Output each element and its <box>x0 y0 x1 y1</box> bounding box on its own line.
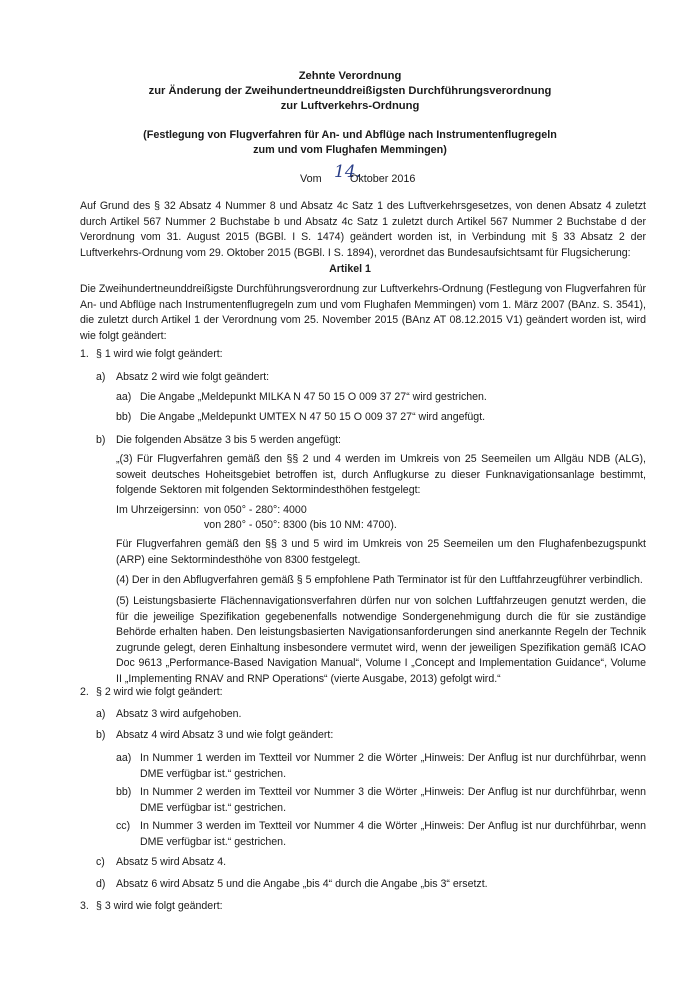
item-2b-mark: b) <box>96 729 106 741</box>
item-2c-text: Absatz 5 wird Absatz 4. <box>116 856 227 868</box>
article-intro-paragraph: Die Zweihundertneunddreißigste Durchführungsverordnung zur Luftverkehrs-Ordnung (Festlegung von Flugverfahren für An- und Abflüge nach Instrumentenflugregeln zum und vom Flughafen Memmingen) vom 1. März 2007 (BAnz. S. 3541), die zuletzt durch Artikel 1 der Verordnung vom 25. November 2015 (BAnz AT 08.12.2015 V1) geändert worden ist, wird wie folgt geändert: <box>80 283 646 342</box>
handwritten-day: 14. <box>334 162 362 182</box>
item-1a-bb-text: Die Angabe „Meldepunkt UMTEX N 47 50 15 O 009 37 27“ wird angefügt. <box>140 411 486 423</box>
preamble-paragraph: Auf Grund des § 32 Absatz 4 Nummer 8 und Absatz 4c Satz 1 des Luftverkehrsgesetzes, von denen Absatz 4 zuletzt durch Artikel 567 Nummer 2 Buchstabe b und Absatz 4c Satz 1 zuletzt durch Artikel 567 Nummer 2 Buchstabe d der Verordnung vom 31. August 2015 (BGBl. I S. 1474) geändert worden ist, in Verbindung mit § 33 Absatz 2 der Luftverkehrs-Ordnung vom 29. Oktober 2015 (BGBl. I S. 1894), verordnet das Bundesaufsichtsamt für Flugsicherung: <box>80 200 646 259</box>
item-2b-aa-text: In Nummer 1 werden im Textteil vor Nummer 2 die Wörter „Hinweis: Der Anflug ist nur durchführbar, wenn DME verfügbar ist.“ gestrichen. <box>140 752 646 780</box>
item-2a-mark: a) <box>96 708 106 720</box>
item-2b-bb-text: In Nummer 2 werden im Textteil vor Nummer 3 die Wörter „Hinweis: Der Anflug ist nur durchführbar, wenn DME verfügbar ist.“ gestrichen. <box>140 786 646 814</box>
item-2b-bb-mark: bb) <box>116 786 132 798</box>
paragraph-3: „(3) Für Flugverfahren gemäß den §§ 2 und 4 werden im Umkreis von 25 Seemeilen um Allgäu NDB (ALG), soweit deutsches Hoheitsgebiet betroffen ist, durch Anflugkurse zu dieser Funknavigationsanlage bestimmt, folgende Sektoren mit folgenden Sektormindesthöhen festgelegt: <box>116 453 646 496</box>
item-2b-aa-mark: aa) <box>116 752 132 764</box>
date-line <box>300 162 430 188</box>
sector-2: von 280° - 050°: 8300 (bis 10 NM: 4700). <box>204 519 397 531</box>
title-line-1: Zehnte Verordnung <box>298 70 402 82</box>
sector-label: Im Uhrzeigersinn: <box>116 504 200 516</box>
item-2d-text: Absatz 6 wird Absatz 5 und die Angabe „bis 4“ durch die Angabe „bis 3“ ersetzt. <box>116 878 488 890</box>
item-1b-text: Die folgenden Absätze 3 bis 5 werden angefügt: <box>116 434 341 446</box>
item-2-number: 2. <box>80 686 89 698</box>
item-1a-aa-mark: aa) <box>116 391 132 403</box>
paragraph-4: (4) Der in den Abflugverfahren gemäß § 5 empfohlene Path Terminator ist für den Luftfahrzeugführer verbindlich. <box>116 574 643 586</box>
paragraph-3b: Für Flugverfahren gemäß den §§ 3 und 5 wird im Umkreis von 25 Seemeilen um den Flughafenbezugspunkt (ARP) eine Sektormindesthöhe von 8300 festgelegt. <box>116 538 646 566</box>
title-line-2: zur Änderung der Zweihundertneunddreißigsten Durchführungsverordnung <box>148 85 552 97</box>
item-1-text: § 1 wird wie folgt geändert: <box>96 348 223 360</box>
item-2c-mark: c) <box>96 856 105 868</box>
subtitle-line-2: zum und vom Flughafen Memmingen) <box>253 144 447 156</box>
item-1-number: 1. <box>80 348 89 360</box>
item-1b-mark: b) <box>96 434 106 446</box>
item-2b-text: Absatz 4 wird Absatz 3 und wie folgt geändert: <box>116 729 334 741</box>
item-1a-mark: a) <box>96 371 106 383</box>
item-1a-bb-mark: bb) <box>116 411 132 423</box>
article-heading: Artikel 1 <box>329 263 371 275</box>
item-2b-cc-mark: cc) <box>116 820 131 832</box>
date-prefix: Vom <box>300 173 322 185</box>
title-line-3: zur Luftverkehrs-Ordnung <box>280 100 420 112</box>
item-2-text: § 2 wird wie folgt geändert: <box>96 686 223 698</box>
item-1a-aa-text: Die Angabe „Meldepunkt MILKA N 47 50 15 O 009 37 27“ wird gestrichen. <box>140 391 487 403</box>
item-2b-cc-text: In Nummer 3 werden im Textteil vor Nummer 4 die Wörter „Hinweis: Der Anflug ist nur durchführbar, wenn DME verfügbar ist.“ gestrichen. <box>140 820 646 848</box>
item-3-number: 3. <box>80 900 89 912</box>
date-suffix: Oktober 2016 <box>350 173 416 185</box>
sector-1: von 050° - 280°: 4000 <box>204 504 307 516</box>
subtitle-line-1: (Festlegung von Flugverfahren für An- und Abflüge nach Instrumentenflugregeln <box>143 129 557 141</box>
item-2a-text: Absatz 3 wird aufgehoben. <box>116 708 242 720</box>
paragraph-5: (5) Leistungsbasierte Flächennavigationsverfahren dürfen nur von solchen Luftfahrzeugen genutzt werden, die für die jeweilige Spezifikation gegebenenfalls notwendige Sondergenehmigung durch die für sie zuständige Behörde erhalten haben. Den leistungsbasierten Navigationsanforderungen sind anerkannte Regeln der Technik zugrunde gelegt, deren Einhaltung insbesondere vermutet wird, wenn der jeweiligen Spezifikation gemäß ICAO Doc 9613 „Performance-Based Navigation Manual“, Volume I „Concept and Implementation Guidance“, Volume II „Implementing RNAV and RNP Operations“ (vierte Ausgabe, 2013) gefolgt wird.“ <box>116 595 646 685</box>
item-2d-mark: d) <box>96 878 106 890</box>
item-3-text: § 3 wird wie folgt geändert: <box>96 900 223 912</box>
item-1a-text: Absatz 2 wird wie folgt geändert: <box>116 371 270 383</box>
